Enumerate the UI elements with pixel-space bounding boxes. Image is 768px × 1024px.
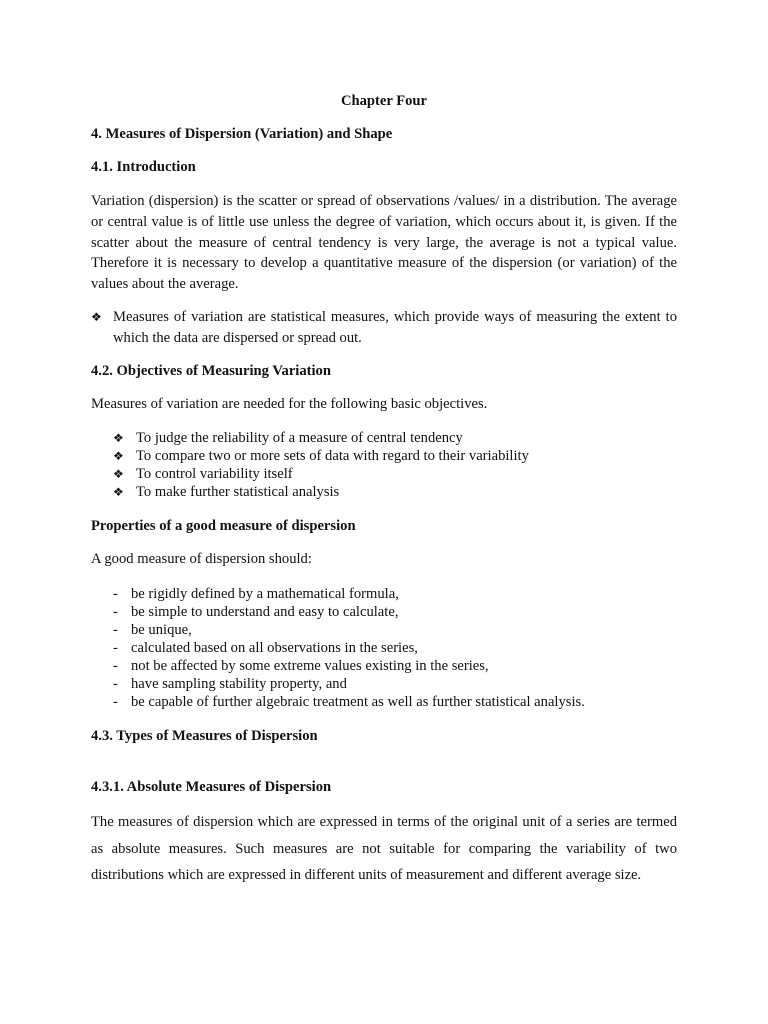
absolute-heading: 4.3.1. Absolute Measures of Dispersion bbox=[91, 779, 332, 795]
properties-heading: Properties of a good measure of dispersion bbox=[91, 518, 356, 534]
diamond-bullet-icon: ❖ bbox=[113, 449, 124, 463]
chapter-title: Chapter Four bbox=[340, 93, 428, 109]
properties-lead: A good measure of dispersion should: bbox=[91, 551, 312, 567]
list-item: ❖ To make further statistical analysis bbox=[113, 484, 340, 500]
intro-bullet-text: Measures of variation are statistical measures, which provide ways of measuring the extent to which the data are dispersed or spread out. bbox=[113, 309, 677, 346]
objectives-lead: Measures of variation are needed for the following basic objectives. bbox=[91, 396, 488, 412]
main-heading: 4. Measures of Dispersion (Variation) and Shape bbox=[91, 126, 393, 142]
diamond-bullet-icon: ❖ bbox=[91, 310, 102, 324]
diamond-bullet-icon: ❖ bbox=[113, 485, 124, 499]
intro-heading: 4.1. Introduction bbox=[91, 159, 196, 175]
list-item: - be capable of further algebraic treatment as well as further statistical analysis. bbox=[113, 694, 585, 710]
intro-paragraph: Variation (dispersion) is the scatter or spread of observations /values/ in a distribution. The average or central value is of little use unless the degree of variation, which occurs about it, is given. If the scatter about the measure of central tendency is very large, the average is not a typical value. Therefore it is necessary to develop a quantitative measure of the dispersion (or variation) of the values about the average. bbox=[91, 193, 677, 293]
types-heading: 4.3. Types of Measures of Dispersion bbox=[91, 728, 318, 744]
list-item: - be simple to understand and easy to calculate, bbox=[113, 604, 399, 620]
objectives-list bbox=[91, 429, 529, 501]
list-item: ❖ To control variability itself bbox=[113, 466, 293, 482]
list-item: - be rigidly defined by a mathematical formula, bbox=[113, 586, 399, 602]
diamond-bullet-icon: ❖ bbox=[113, 467, 124, 481]
objectives-heading: 4.2. Objectives of Measuring Variation bbox=[91, 363, 331, 379]
list-item: - not be affected by some extreme values existing in the series, bbox=[113, 658, 489, 674]
properties-list bbox=[91, 585, 585, 711]
list-item: - be unique, bbox=[113, 622, 192, 638]
intro-bullet bbox=[91, 307, 677, 349]
absolute-paragraph: The measures of dispersion which are expressed in terms of the original unit of a series are termed as absolute measures. Such measures are not suitable for comparing the variability of two distributions which are expressed in different units of measurement and different average size. bbox=[91, 814, 677, 883]
list-item: ❖ To compare two or more sets of data with regard to their variability bbox=[113, 448, 529, 464]
list-item: - have sampling stability property, and bbox=[113, 676, 347, 692]
list-item: - calculated based on all observations in the series, bbox=[113, 640, 418, 656]
list-item: ❖ To judge the reliability of a measure of central tendency bbox=[113, 430, 463, 446]
diamond-bullet-icon: ❖ bbox=[113, 431, 124, 445]
